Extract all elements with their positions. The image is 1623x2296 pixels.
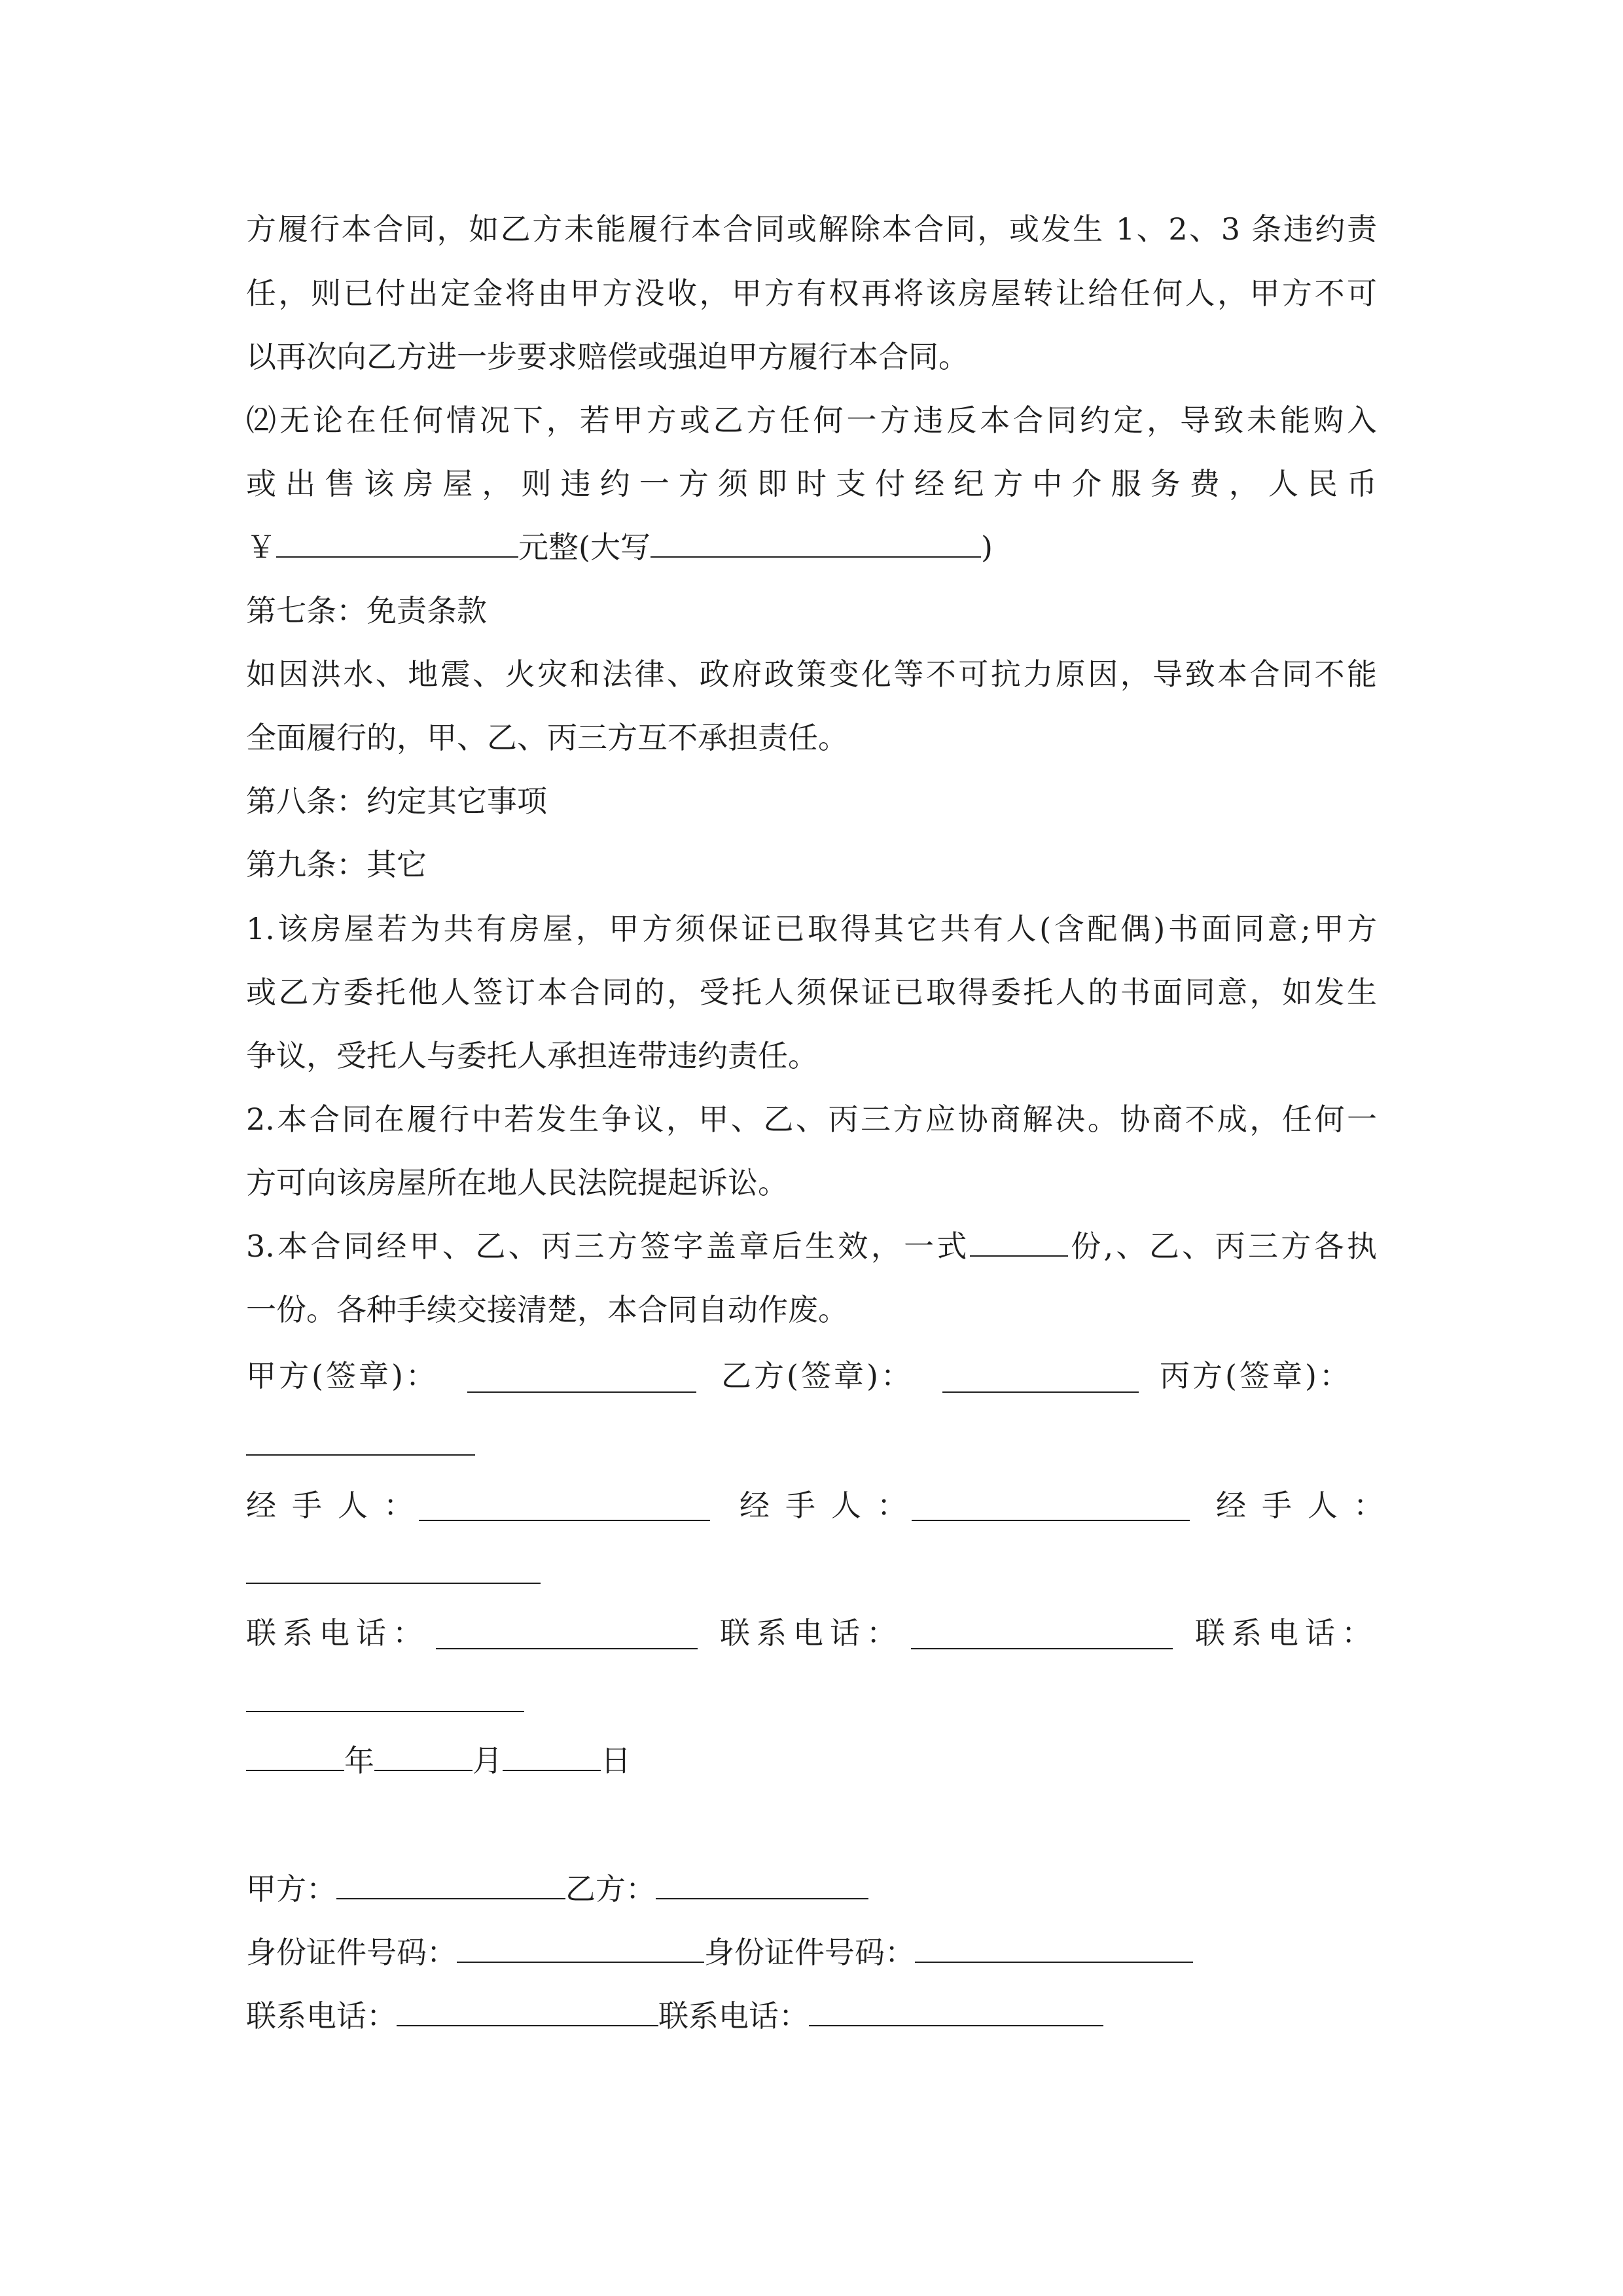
phone-c-label: 联系电话： xyxy=(1195,1615,1378,1651)
phone2-b-blank[interactable] xyxy=(809,1996,1103,2026)
month-label: 月 xyxy=(473,1743,503,1778)
phone-a-blank[interactable] xyxy=(436,1648,698,1649)
party-b-seal-label: 乙方(签章)： xyxy=(721,1358,914,1393)
year-label: 年 xyxy=(344,1743,374,1778)
id-line xyxy=(246,1933,1193,1972)
id-b-blank[interactable] xyxy=(915,1933,1193,1963)
paragraph-line: 方履行本合同，如乙方未能履行本合同或解除本合同，或发生 1、2、3 条违约责 xyxy=(246,211,1377,247)
article-8-title: 第八条：约定其它事项 xyxy=(246,783,547,819)
article-7-title: 第七条：免责条款 xyxy=(246,593,487,628)
phone-b-label: 联系电话： xyxy=(720,1615,903,1651)
yen-symbol: ￥ xyxy=(246,529,276,565)
paragraph-line: 2.本合同在履行中若发生争议，甲、乙、丙三方应协商解决。协商不成，任何一 xyxy=(246,1102,1377,1137)
phone2-a-label: 联系电话： xyxy=(246,1998,397,2034)
agent-c-label: 经手人： xyxy=(1216,1488,1399,1523)
agent-b-label: 经手人： xyxy=(740,1488,923,1523)
paragraph-line: 全面履行的，甲、乙、丙三方互不承担责任。 xyxy=(246,720,848,755)
phone-c-blank[interactable] xyxy=(246,1711,524,1712)
paragraph-line: 1.该房屋若为共有房屋，甲方须保证已取得其它共有人(含配偶)书面同意;甲方 xyxy=(246,911,1377,946)
id-a-label: 身份证件号码： xyxy=(246,1935,457,1970)
year-blank[interactable] xyxy=(246,1741,344,1771)
party-b-label: 乙方： xyxy=(565,1871,656,1907)
amount-line xyxy=(246,528,993,567)
id-a-blank[interactable] xyxy=(457,1933,704,1963)
amount-words-blank[interactable] xyxy=(651,528,981,558)
phone2-line xyxy=(246,1996,1103,2036)
yuan-label: 元整(大写 xyxy=(518,529,651,565)
item3-text: 3.本合同经甲、乙、丙三方签字盖章后生效，一式 xyxy=(246,1229,970,1264)
agent-b-blank[interactable] xyxy=(912,1520,1190,1521)
item3-text-post: 份,、乙、丙三方各执 xyxy=(1067,1229,1378,1264)
party-a-blank[interactable] xyxy=(336,1869,565,1899)
party-a-seal-blank[interactable] xyxy=(467,1391,696,1393)
paragraph-line: ⑵无论在任何情况下，若甲方或乙方任何一方违反本合同约定，导致未能购入 xyxy=(246,403,1377,438)
agent-a-label: 经手人： xyxy=(246,1488,429,1523)
party-a-label: 甲方： xyxy=(246,1871,336,1907)
party-b-seal-blank[interactable] xyxy=(942,1391,1139,1393)
paragraph-line: 一份。各种手续交接清楚，本合同自动作废。 xyxy=(246,1292,848,1327)
phone2-a-blank[interactable] xyxy=(397,1996,658,2026)
paragraph-line: 方可向该房屋所在地人民法院提起诉讼。 xyxy=(246,1165,788,1200)
paragraph-line: 或出售该房屋，则违约一方须即时支付经纪方中介服务费，人民币 xyxy=(246,466,1377,501)
amount-blank[interactable] xyxy=(276,528,518,558)
party-c-seal-label: 丙方(签章)： xyxy=(1160,1358,1352,1393)
agent-c-blank[interactable] xyxy=(246,1583,541,1584)
party-c-seal-blank[interactable] xyxy=(246,1454,475,1456)
id-b-label: 身份证件号码： xyxy=(704,1935,915,1970)
copies-line xyxy=(246,1227,1377,1266)
paragraph-line: 以再次向乙方进一步要求赔偿或强迫甲方履行本合同。 xyxy=(246,339,969,374)
phone-a-label: 联系电话： xyxy=(246,1615,429,1651)
phone2-b-label: 联系电话： xyxy=(658,1998,809,2034)
paragraph-line: 或乙方委托他人签订本合同的，受托人须保证已取得委托人的书面同意，如发生 xyxy=(246,975,1377,1010)
party-line xyxy=(246,1869,868,1909)
party-b-blank[interactable] xyxy=(656,1869,868,1899)
agent-a-blank[interactable] xyxy=(419,1520,710,1521)
party-a-seal-label: 甲方(签章)： xyxy=(246,1358,438,1393)
article-9-title: 第九条：其它 xyxy=(246,847,427,882)
phone-b-blank[interactable] xyxy=(911,1648,1173,1649)
copies-blank[interactable] xyxy=(970,1227,1068,1257)
paren-close: ) xyxy=(980,529,993,565)
day-label: 日 xyxy=(601,1743,631,1778)
date-line xyxy=(246,1741,631,1780)
paragraph-line: 争议，受托人与委托人承担连带违约责任。 xyxy=(246,1038,818,1073)
paragraph-line: 如因洪水、地震、火灾和法律、政府政策变化等不可抗力原因，导致本合同不能 xyxy=(246,656,1377,692)
day-blank[interactable] xyxy=(503,1741,601,1771)
paragraph-line: 任，则已付出定金将由甲方没收，甲方有权再将该房屋转让给任何人，甲方不可 xyxy=(246,276,1377,311)
month-blank[interactable] xyxy=(374,1741,473,1771)
